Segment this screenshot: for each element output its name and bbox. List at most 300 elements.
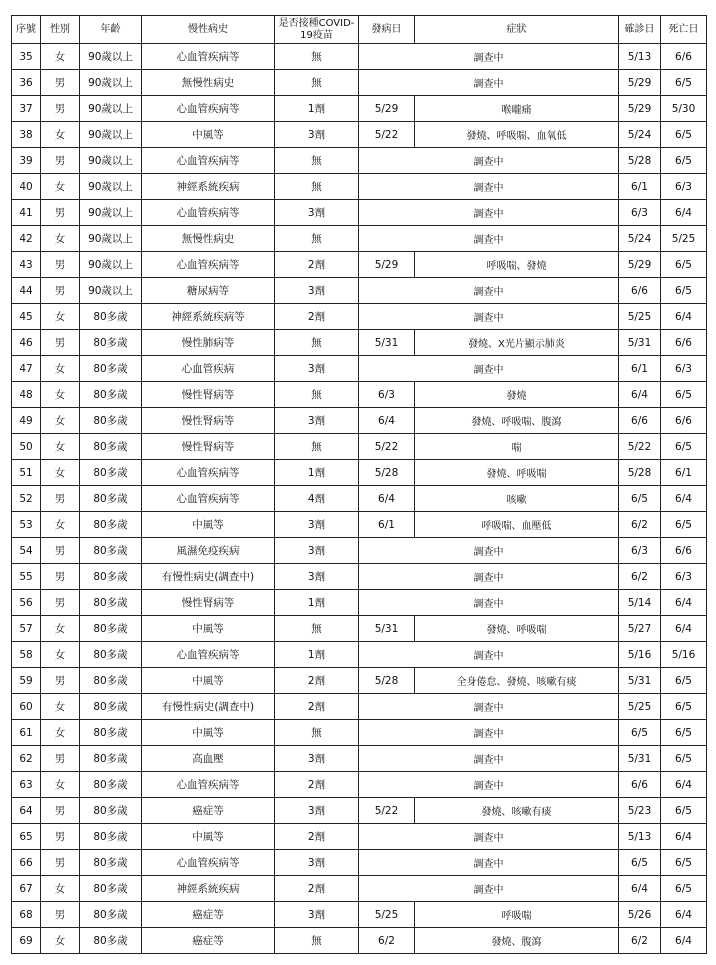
- cell-confirmed: 5/13: [619, 44, 661, 70]
- cell-death: 6/4: [661, 590, 707, 616]
- cell-age: 80多歲: [80, 642, 142, 668]
- cell-vaccine: 無: [275, 44, 359, 70]
- cell-vaccine: 無: [275, 720, 359, 746]
- table-header: [12, 16, 707, 44]
- cell-no: 59: [12, 668, 41, 694]
- cell-sex: 女: [41, 928, 80, 954]
- header-death: 死亡日: [661, 16, 707, 44]
- cell-no: 40: [12, 174, 41, 200]
- header-history: 慢性病史: [142, 16, 275, 44]
- cell-sex: 男: [41, 668, 80, 694]
- cell-death: 6/4: [661, 824, 707, 850]
- cell-death: 6/5: [661, 252, 707, 278]
- table-row: [12, 356, 707, 382]
- cell-sex: 女: [41, 44, 80, 70]
- cell-vaccine: 3劑: [275, 512, 359, 538]
- cell-vaccine: 4劑: [275, 486, 359, 512]
- cell-vaccine: 3劑: [275, 200, 359, 226]
- cell-death: 6/5: [661, 382, 707, 408]
- header-sex: 性別: [41, 16, 80, 44]
- cell-history: 慢性腎病等: [142, 434, 275, 460]
- header-confirmed: 確診日: [619, 16, 661, 44]
- cell-symptoms: 調查中: [359, 694, 619, 720]
- cell-symptoms: 發燒、咳嗽有痰: [415, 798, 619, 824]
- cell-confirmed: 6/4: [619, 382, 661, 408]
- cell-history: 心血管疾病等: [142, 44, 275, 70]
- cell-history: 心血管疾病等: [142, 96, 275, 122]
- cell-death: 6/4: [661, 304, 707, 330]
- cell-no: 37: [12, 96, 41, 122]
- cell-age: 90歲以上: [80, 44, 142, 70]
- cell-no: 42: [12, 226, 41, 252]
- cell-symptoms: 調查中: [359, 44, 619, 70]
- cell-confirmed: 5/27: [619, 616, 661, 642]
- cell-symptoms: 咳嗽: [415, 486, 619, 512]
- cell-symptoms: 調查中: [359, 876, 619, 902]
- cell-history: 心血管疾病等: [142, 252, 275, 278]
- cell-age: 90歲以上: [80, 252, 142, 278]
- cell-onset: 6/3: [359, 382, 415, 408]
- cell-death: 6/4: [661, 902, 707, 928]
- cell-symptoms: 喉嚨痛: [415, 96, 619, 122]
- cell-age: 80多歲: [80, 486, 142, 512]
- cell-sex: 男: [41, 564, 80, 590]
- cell-no: 36: [12, 70, 41, 96]
- cell-no: 62: [12, 746, 41, 772]
- cell-history: 慢性腎病等: [142, 408, 275, 434]
- cell-sex: 女: [41, 382, 80, 408]
- cell-history: 中風等: [142, 616, 275, 642]
- cell-confirmed: 6/6: [619, 278, 661, 304]
- cell-history: 中風等: [142, 720, 275, 746]
- cell-vaccine: 3劑: [275, 122, 359, 148]
- cell-sex: 女: [41, 174, 80, 200]
- cell-confirmed: 6/4: [619, 876, 661, 902]
- cell-no: 44: [12, 278, 41, 304]
- cell-death: 6/5: [661, 148, 707, 174]
- cell-onset: 6/4: [359, 408, 415, 434]
- cell-symptoms: 調查中: [359, 278, 619, 304]
- cell-vaccine: 2劑: [275, 824, 359, 850]
- cell-confirmed: 5/24: [619, 122, 661, 148]
- cell-no: 47: [12, 356, 41, 382]
- cell-no: 68: [12, 902, 41, 928]
- cell-confirmed: 5/29: [619, 96, 661, 122]
- cell-onset: 5/25: [359, 902, 415, 928]
- cell-symptoms: 發燒、呼吸喘、血氧低: [415, 122, 619, 148]
- cell-age: 90歲以上: [80, 148, 142, 174]
- cell-death: 6/6: [661, 538, 707, 564]
- cell-death: 6/5: [661, 694, 707, 720]
- cell-vaccine: 無: [275, 70, 359, 96]
- cell-confirmed: 6/5: [619, 486, 661, 512]
- cell-vaccine: 無: [275, 148, 359, 174]
- table-row: [12, 460, 707, 486]
- cell-history: 慢性腎病等: [142, 382, 275, 408]
- cell-no: 60: [12, 694, 41, 720]
- header-onset: 發病日: [359, 16, 415, 44]
- cell-death: 6/3: [661, 564, 707, 590]
- cell-onset: 5/28: [359, 460, 415, 486]
- cell-confirmed: 5/29: [619, 70, 661, 96]
- cell-death: 6/6: [661, 44, 707, 70]
- cell-sex: 女: [41, 720, 80, 746]
- cell-age: 90歲以上: [80, 174, 142, 200]
- cell-death: 6/3: [661, 356, 707, 382]
- cell-vaccine: 無: [275, 330, 359, 356]
- table-row: [12, 200, 707, 226]
- cell-vaccine: 1劑: [275, 642, 359, 668]
- death-cases-table: [11, 15, 707, 954]
- cell-symptoms: 調查中: [359, 70, 619, 96]
- table-row: [12, 850, 707, 876]
- table-row: [12, 538, 707, 564]
- cell-sex: 女: [41, 642, 80, 668]
- cell-confirmed: 5/28: [619, 460, 661, 486]
- cell-death: 6/5: [661, 746, 707, 772]
- cell-history: 無慢性病史: [142, 226, 275, 252]
- cell-age: 80多歲: [80, 408, 142, 434]
- cell-symptoms: 調查中: [359, 772, 619, 798]
- cell-age: 80多歲: [80, 356, 142, 382]
- table-row: [12, 434, 707, 460]
- cell-onset: 5/31: [359, 616, 415, 642]
- table-row: [12, 798, 707, 824]
- cell-symptoms: 發燒: [415, 382, 619, 408]
- cell-vaccine: 3劑: [275, 850, 359, 876]
- cell-vaccine: 3劑: [275, 564, 359, 590]
- cell-symptoms: 調查中: [359, 200, 619, 226]
- cell-history: 心血管疾病等: [142, 850, 275, 876]
- cell-sex: 女: [41, 304, 80, 330]
- cell-death: 6/5: [661, 122, 707, 148]
- cell-symptoms: 調查中: [359, 538, 619, 564]
- cell-sex: 女: [41, 512, 80, 538]
- table-row: [12, 512, 707, 538]
- table-row: [12, 408, 707, 434]
- cell-history: 有慢性病史(調查中): [142, 564, 275, 590]
- cell-confirmed: 5/24: [619, 226, 661, 252]
- cell-no: 56: [12, 590, 41, 616]
- cell-history: 心血管疾病等: [142, 486, 275, 512]
- cell-age: 90歲以上: [80, 226, 142, 252]
- cell-sex: 女: [41, 616, 80, 642]
- cell-history: 糖尿病等: [142, 278, 275, 304]
- cell-history: 心血管疾病等: [142, 200, 275, 226]
- cell-onset: 5/22: [359, 122, 415, 148]
- cell-symptoms: 喘: [415, 434, 619, 460]
- cell-symptoms: 調查中: [359, 148, 619, 174]
- table-row: [12, 668, 707, 694]
- cell-age: 80多歲: [80, 330, 142, 356]
- cell-confirmed: 6/6: [619, 408, 661, 434]
- cell-sex: 女: [41, 694, 80, 720]
- cell-death: 6/5: [661, 668, 707, 694]
- cell-no: 35: [12, 44, 41, 70]
- header-symptoms: 症狀: [415, 16, 619, 44]
- cell-death: 6/5: [661, 798, 707, 824]
- cell-death: 6/4: [661, 616, 707, 642]
- cell-symptoms: 調查中: [359, 226, 619, 252]
- cell-history: 心血管疾病等: [142, 642, 275, 668]
- cell-vaccine: 2劑: [275, 694, 359, 720]
- table-row: [12, 174, 707, 200]
- cell-age: 80多歲: [80, 876, 142, 902]
- cell-sex: 女: [41, 876, 80, 902]
- cell-vaccine: 2劑: [275, 876, 359, 902]
- cell-onset: 5/29: [359, 96, 415, 122]
- cell-onset: 5/29: [359, 252, 415, 278]
- table-row: [12, 148, 707, 174]
- cell-sex: 男: [41, 148, 80, 174]
- cell-confirmed: 6/3: [619, 538, 661, 564]
- cell-death: 5/25: [661, 226, 707, 252]
- cell-age: 80多歲: [80, 668, 142, 694]
- cell-no: 45: [12, 304, 41, 330]
- cell-age: 80多歲: [80, 590, 142, 616]
- table-row: [12, 694, 707, 720]
- cell-confirmed: 5/14: [619, 590, 661, 616]
- cell-death: 5/30: [661, 96, 707, 122]
- cell-death: 6/4: [661, 928, 707, 954]
- cell-confirmed: 5/13: [619, 824, 661, 850]
- cell-vaccine: 無: [275, 434, 359, 460]
- cell-symptoms: 調查中: [359, 590, 619, 616]
- cell-confirmed: 5/25: [619, 694, 661, 720]
- cell-vaccine: 3劑: [275, 538, 359, 564]
- cell-onset: 5/22: [359, 434, 415, 460]
- cell-no: 55: [12, 564, 41, 590]
- cell-sex: 男: [41, 96, 80, 122]
- cell-symptoms: 發燒、呼吸喘、腹瀉: [415, 408, 619, 434]
- cell-symptoms: 調查中: [359, 720, 619, 746]
- table-row: [12, 96, 707, 122]
- cell-history: 中風等: [142, 668, 275, 694]
- cell-symptoms: 呼吸喘、血壓低: [415, 512, 619, 538]
- cell-no: 46: [12, 330, 41, 356]
- cell-confirmed: 5/31: [619, 668, 661, 694]
- cell-history: 神經系統疾病等: [142, 304, 275, 330]
- cell-sex: 男: [41, 486, 80, 512]
- cell-death: 6/5: [661, 434, 707, 460]
- cell-no: 38: [12, 122, 41, 148]
- cell-vaccine: 無: [275, 382, 359, 408]
- cell-sex: 女: [41, 356, 80, 382]
- cell-age: 90歲以上: [80, 70, 142, 96]
- cell-death: 6/4: [661, 772, 707, 798]
- cell-sex: 女: [41, 460, 80, 486]
- cell-death: 6/6: [661, 408, 707, 434]
- table-row: [12, 226, 707, 252]
- cell-history: 心血管疾病: [142, 356, 275, 382]
- cell-no: 53: [12, 512, 41, 538]
- cell-no: 48: [12, 382, 41, 408]
- cell-history: 心血管疾病等: [142, 460, 275, 486]
- cell-age: 80多歲: [80, 928, 142, 954]
- cell-vaccine: 1劑: [275, 590, 359, 616]
- cell-age: 80多歲: [80, 798, 142, 824]
- table-row: [12, 252, 707, 278]
- cell-death: 6/6: [661, 330, 707, 356]
- cell-age: 90歲以上: [80, 96, 142, 122]
- cell-history: 風濕免疫疾病: [142, 538, 275, 564]
- cell-symptoms: 調查中: [359, 304, 619, 330]
- cell-onset: 5/31: [359, 330, 415, 356]
- cell-vaccine: 3劑: [275, 278, 359, 304]
- cell-sex: 男: [41, 330, 80, 356]
- cell-symptoms: 發燒、呼吸喘: [415, 460, 619, 486]
- cell-age: 80多歲: [80, 694, 142, 720]
- table-row: [12, 642, 707, 668]
- cell-vaccine: 2劑: [275, 304, 359, 330]
- cell-death: 6/5: [661, 278, 707, 304]
- cell-sex: 男: [41, 746, 80, 772]
- cell-history: 無慢性病史: [142, 70, 275, 96]
- cell-confirmed: 6/1: [619, 174, 661, 200]
- cell-age: 80多歲: [80, 720, 142, 746]
- cell-symptoms: 調查中: [359, 564, 619, 590]
- cell-age: 80多歲: [80, 616, 142, 642]
- cell-confirmed: 5/22: [619, 434, 661, 460]
- cell-symptoms: 呼吸喘: [415, 902, 619, 928]
- cell-onset: 6/1: [359, 512, 415, 538]
- cell-history: 癌症等: [142, 928, 275, 954]
- cell-sex: 男: [41, 850, 80, 876]
- cell-confirmed: 6/2: [619, 512, 661, 538]
- cell-history: 神經系統疾病: [142, 876, 275, 902]
- cell-sex: 男: [41, 278, 80, 304]
- cell-vaccine: 3劑: [275, 356, 359, 382]
- cell-age: 80多歲: [80, 538, 142, 564]
- cell-no: 41: [12, 200, 41, 226]
- cell-age: 80多歲: [80, 460, 142, 486]
- table-row: [12, 382, 707, 408]
- cell-no: 51: [12, 460, 41, 486]
- cell-age: 80多歲: [80, 434, 142, 460]
- cell-sex: 男: [41, 590, 80, 616]
- cell-death: 6/3: [661, 174, 707, 200]
- cell-confirmed: 6/2: [619, 564, 661, 590]
- cell-age: 80多歲: [80, 824, 142, 850]
- cell-sex: 男: [41, 252, 80, 278]
- table-row: [12, 278, 707, 304]
- cell-sex: 女: [41, 122, 80, 148]
- cell-vaccine: 無: [275, 226, 359, 252]
- header-row: [12, 16, 707, 44]
- cell-symptoms: 全身倦怠、發燒、咳嗽有痰: [415, 668, 619, 694]
- cell-no: 61: [12, 720, 41, 746]
- cell-vaccine: 3劑: [275, 798, 359, 824]
- cell-history: 中風等: [142, 122, 275, 148]
- table-row: [12, 564, 707, 590]
- cell-sex: 女: [41, 772, 80, 798]
- cell-age: 80多歲: [80, 304, 142, 330]
- cell-sex: 男: [41, 70, 80, 96]
- table-row: [12, 122, 707, 148]
- cell-confirmed: 6/3: [619, 200, 661, 226]
- cell-vaccine: 無: [275, 928, 359, 954]
- cell-age: 80多歲: [80, 772, 142, 798]
- cell-age: 80多歲: [80, 564, 142, 590]
- cell-death: 5/16: [661, 642, 707, 668]
- cell-history: 慢性肺病等: [142, 330, 275, 356]
- cell-sex: 男: [41, 902, 80, 928]
- cell-confirmed: 6/6: [619, 772, 661, 798]
- cell-death: 6/4: [661, 200, 707, 226]
- header-no: 序號: [12, 16, 41, 44]
- cell-history: 中風等: [142, 824, 275, 850]
- cell-death: 6/5: [661, 70, 707, 96]
- cell-history: 心血管疾病等: [142, 772, 275, 798]
- cell-history: 癌症等: [142, 798, 275, 824]
- cell-age: 80多歲: [80, 746, 142, 772]
- cell-confirmed: 6/1: [619, 356, 661, 382]
- cell-vaccine: 無: [275, 616, 359, 642]
- cell-history: 慢性腎病等: [142, 590, 275, 616]
- cell-confirmed: 5/16: [619, 642, 661, 668]
- table-row: [12, 720, 707, 746]
- cell-no: 64: [12, 798, 41, 824]
- cell-confirmed: 5/25: [619, 304, 661, 330]
- cell-history: 高血壓: [142, 746, 275, 772]
- cell-symptoms: 發燒、腹瀉: [415, 928, 619, 954]
- cell-death: 6/5: [661, 850, 707, 876]
- cell-no: 39: [12, 148, 41, 174]
- cell-confirmed: 5/31: [619, 330, 661, 356]
- cell-no: 58: [12, 642, 41, 668]
- cell-no: 52: [12, 486, 41, 512]
- cell-age: 90歲以上: [80, 278, 142, 304]
- table-row: [12, 772, 707, 798]
- cell-symptoms: 發燒、呼吸喘: [415, 616, 619, 642]
- cell-death: 6/5: [661, 876, 707, 902]
- cell-onset: 5/28: [359, 668, 415, 694]
- cell-confirmed: 6/5: [619, 720, 661, 746]
- cell-vaccine: 3劑: [275, 408, 359, 434]
- table-row: [12, 616, 707, 642]
- cell-no: 69: [12, 928, 41, 954]
- header-age: 年齡: [80, 16, 142, 44]
- cell-history: 有慢性病史(調查中): [142, 694, 275, 720]
- cell-sex: 女: [41, 408, 80, 434]
- cell-vaccine: 3劑: [275, 902, 359, 928]
- table-row: [12, 304, 707, 330]
- cell-sex: 女: [41, 226, 80, 252]
- cell-vaccine: 2劑: [275, 252, 359, 278]
- cell-vaccine: 無: [275, 174, 359, 200]
- cell-confirmed: 5/26: [619, 902, 661, 928]
- cell-age: 90歲以上: [80, 122, 142, 148]
- cell-no: 49: [12, 408, 41, 434]
- table-row: [12, 746, 707, 772]
- cell-symptoms: 調查中: [359, 824, 619, 850]
- cell-no: 67: [12, 876, 41, 902]
- cell-no: 66: [12, 850, 41, 876]
- cell-age: 90歲以上: [80, 200, 142, 226]
- table-row: [12, 928, 707, 954]
- cell-vaccine: 2劑: [275, 772, 359, 798]
- cell-age: 80多歲: [80, 850, 142, 876]
- cell-no: 50: [12, 434, 41, 460]
- cell-symptoms: 調查中: [359, 356, 619, 382]
- cell-confirmed: 6/5: [619, 850, 661, 876]
- table-row: [12, 330, 707, 356]
- table-row: [12, 486, 707, 512]
- cell-no: 54: [12, 538, 41, 564]
- cell-vaccine: 1劑: [275, 96, 359, 122]
- cell-sex: 男: [41, 798, 80, 824]
- header-vaccine: 是否接種COVID-19疫苗: [275, 16, 359, 44]
